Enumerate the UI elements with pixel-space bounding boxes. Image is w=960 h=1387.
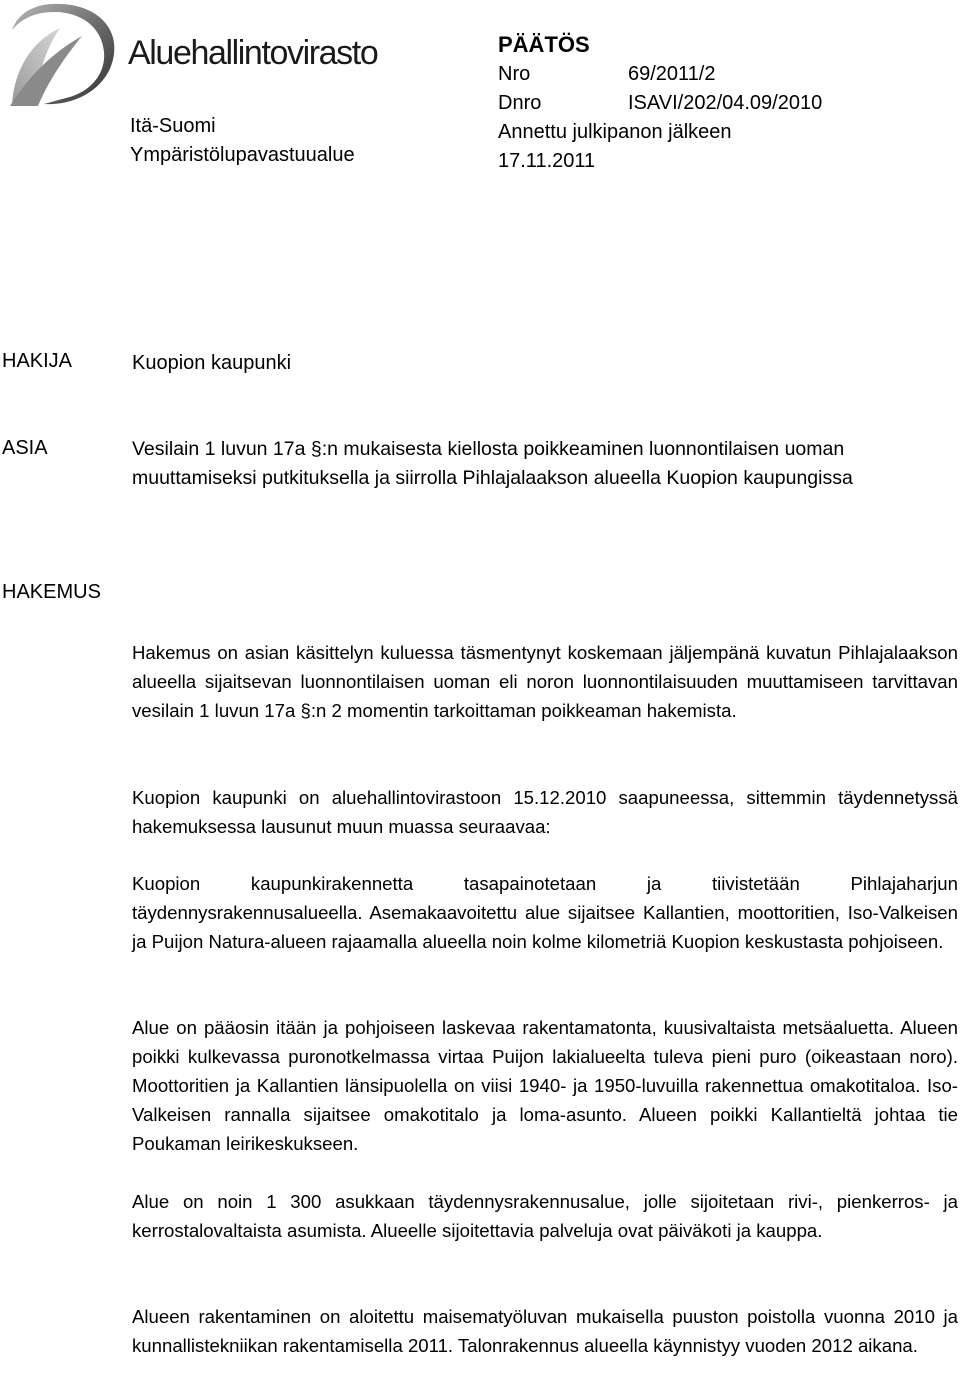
paragraph-text: Hakemus on asian käsittelyn kuluessa täsmentynyt koskemaan jäljempänä kuvatun Pihlajalaakson alueella sijaitsevan luonnontilaisen uoman eli noron luonnontilaisuuden muuttamiseen tarvittavan vesilain 1 luvun 17a §:n 2 momentin tarkoittaman poikkeaman hakemista. (132, 642, 958, 721)
hakemus-paragraph-3 (132, 869, 958, 956)
asia-line-1: Vesilain 1 luvun 17a §:n mukaisesta kiellosta poikkeaminen luonnontilaisen uoman (132, 438, 845, 460)
decision-title: PÄÄTÖS (498, 32, 590, 57)
hakija-value: Kuopion kaupunki (132, 352, 292, 374)
hakemus-label: HAKEMUS (2, 581, 101, 603)
decision-info (498, 30, 822, 176)
nro-value: 69/2011/2 (628, 63, 716, 85)
hakemus-paragraph-6 (132, 1302, 958, 1360)
aluehallintovirasto-logo-icon (8, 2, 118, 108)
agency-name: Aluehallintovirasto (128, 34, 378, 72)
paragraph-text: Kuopion kaupunkirakennetta tasapainotetaan ja tiivistetään Pihlajaharjun täydennysrakennusalueella. Asemakaavoitettu alue sijaitsee Kallantien, moottoritien, Iso-Valkeisen ja Puijon Natura-alueen rajaamalla alueella noin kolme kilometriä Kuopion keskustasta pohjoiseen. (132, 873, 958, 952)
asia-text (132, 435, 958, 493)
paragraph-text: Alueen rakentaminen on aloitettu maisematyöluvan mukaisella puuston poistolla vuonna 2010 ja kunnallistekniikan rakentamisella 2011. Talonrakennus alueella käynnistyy vuoden 2012 aikana. (132, 1306, 958, 1356)
unit-department: Ympäristölupavastuualue (130, 144, 355, 166)
hakija-label: HAKIJA (2, 350, 73, 372)
unit-info (130, 112, 355, 170)
hakemus-paragraph-2 (132, 783, 958, 841)
unit-region: Itä-Suomi (130, 115, 216, 137)
paragraph-text: Alue on pääosin itään ja pohjoiseen laskevaa rakentamatonta, kuusivaltaista metsäaluetta. Alueen poikki kulkevassa puronotkelmassa virtaa Puijon lakialueelta tuleva pieni puro (oikeastaan noro). Moottoritien ja Kallantien länsipuolella on viisi 1940- ja 1950-luvuilla rakennettua omakotitaloa. Iso-Valkeisen rannalla sijaitsee omakotitalo ja loma-asunto. Alueen poikki Kallantieltä johtaa tie Poukaman leirikeskukseen. (132, 1017, 958, 1154)
dnro-label: Dnro (498, 92, 542, 114)
hakemus-paragraph-1 (132, 638, 958, 725)
asia-line-2: muuttamiseksi putkituksella ja siirrolla Pihlajalaakson alueella Kuopion kaupungissa (132, 467, 853, 489)
given-date-line1: Annettu julkipanon jälkeen (498, 121, 732, 143)
dnro-value: ISAVI/202/04.09/2010 (628, 92, 823, 114)
paragraph-text: Alue on noin 1 300 asukkaan täydennysrakennusalue, jolle sijoitetaan rivi-, pienkerros- ja kerrostalovaltaista asumista. Alueelle sijoitettavia palveluja ovat päiväkoti ja kauppa. (132, 1191, 958, 1241)
nro-label: Nro (498, 63, 531, 85)
hakemus-paragraph-5 (132, 1187, 958, 1245)
diary-number-row (498, 89, 822, 118)
asia-label: ASIA (2, 437, 48, 459)
decision-number-row (498, 60, 822, 89)
hakemus-paragraph-4 (132, 1013, 958, 1158)
paragraph-text: Kuopion kaupunki on aluehallintovirastoon 15.12.2010 saapuneessa, sittemmin täydennetyssä hakemuksessa lausunut muun muassa seuraavaa: (132, 787, 958, 837)
given-date-line2: 17.11.2011 (498, 150, 596, 172)
